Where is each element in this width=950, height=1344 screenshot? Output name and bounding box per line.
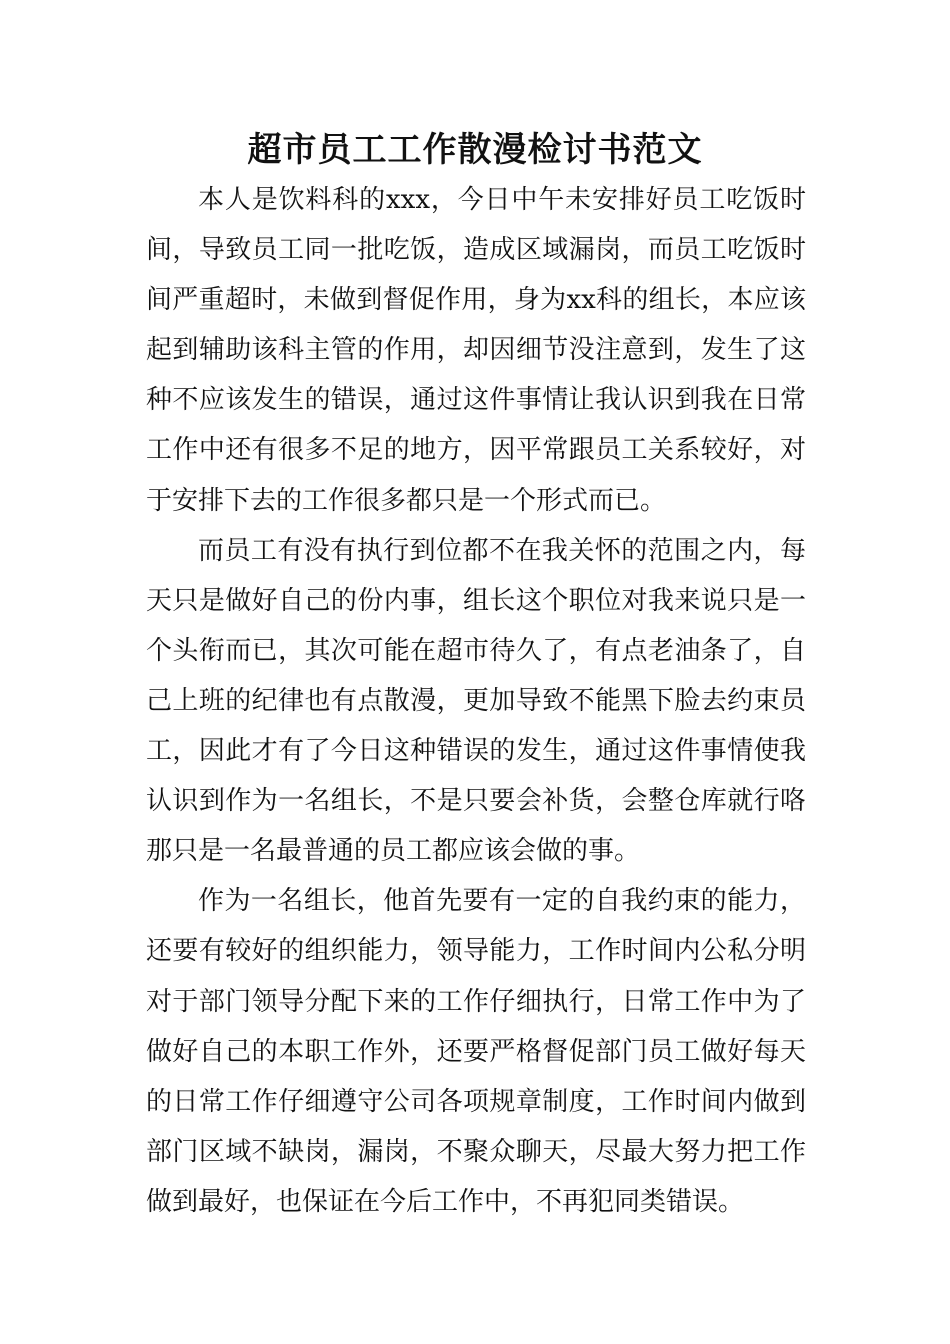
document-title: 超市员工工作散漫检讨书范文 (247, 130, 703, 170)
paragraph-3: 作为一名组长，他首先要有一定的自我约束的能力，还要有较好的组织能力，领导能力，工作时间内公私分明对于部门领导分配下来的工作仔细执行，日常工作中为了做好自己的本职工作外，还要严格督促部门员工做好每天的日常工作仔细遵守公司各项规章制度，工作时间内做到部门区域不缺岗，漏岗，不聚众聊天，尽最大努力把工作做到最好，也保证在今后工作中，不再犯同类错误。 (146, 886, 806, 1217)
paragraph-1: 本人是饮料科的xxx，今日中午未安排好员工吃饭时间，导致员工同一批吃饭，造成区域漏岗，而员工吃饭时间严重超时，未做到督促作用，身为xx科的组长，本应该起到辅助该科主管的作用，却因细节没注意到，发生了这种不应该发生的错误，通过这件事情让我认识到我在日常工作中还有很多不足的地方，因平常跟员工关系较好，对于安排下去的工作很多都只是一个形式而已。 (146, 185, 806, 516)
document-body (146, 175, 806, 1227)
paragraph-2: 而员工有没有执行到位都不在我关怀的范围之内，每天只是做好自己的份内事，组长这个职位对我来说只是一个头衔而已，其次可能在超市待久了，有点老油条了，自己上班的纪律也有点散漫，更加导致不能黑下脸去约束员工，因此才有了今日这种错误的发生，通过这件事情使我认识到作为一名组长，不是只要会补货，会整仓库就行咯那只是一名最普通的员工都应该会做的事。 (146, 535, 806, 867)
